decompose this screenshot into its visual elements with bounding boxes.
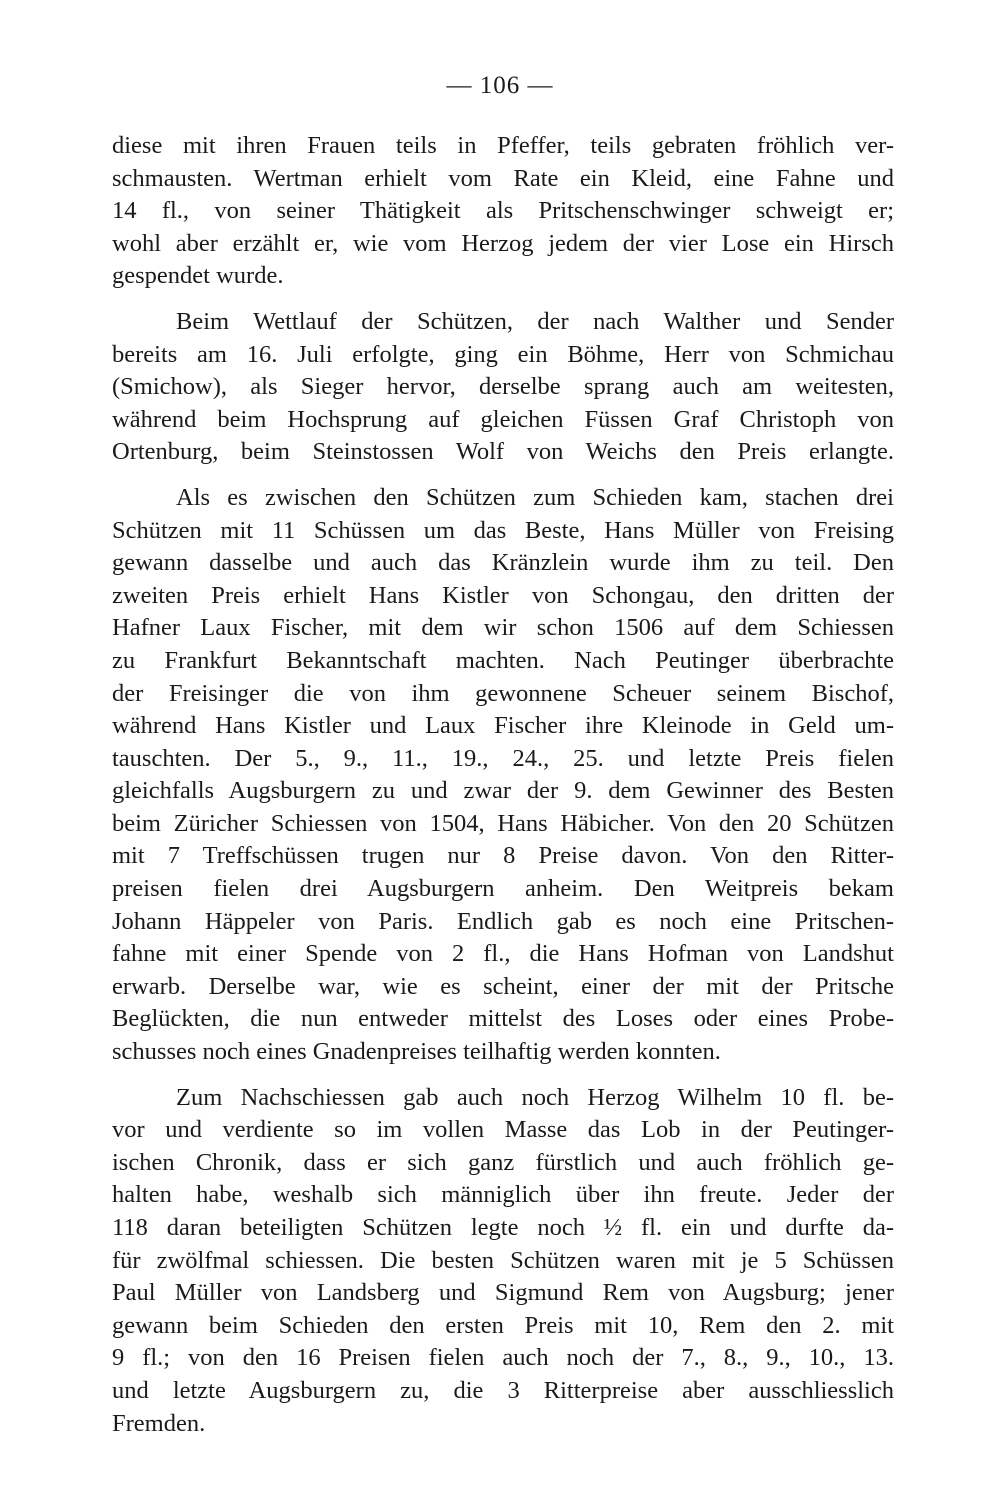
text-line: beim Züricher Schiessen von 1504, Hans Häbicher. Von den 20 Schützen: [112, 809, 894, 837]
text-line: Beim Wettlauf der Schützen, der nach Walther und Sender: [176, 307, 894, 335]
text-line: Hafner Laux Fischer, mit dem wir schon 1506 auf dem Schiessen: [112, 614, 894, 642]
text-line: Zum Nachschiessen gab auch noch Herzog Wilhelm 10 fl. be-: [176, 1083, 894, 1111]
text-line: (Smichow), als Sieger hervor, derselbe sprang auch am weitesten,: [112, 373, 894, 401]
text-line: 14 fl., von seiner Thätigkeit als Pritschenschwinger schweigt er;: [112, 197, 894, 225]
text-line: Schützen mit 11 Schüssen um das Beste, Hans Müller von Freising: [112, 516, 894, 544]
text-line: wohl aber erzählt er, wie vom Herzog jedem der vier Lose ein Hirsch: [112, 229, 894, 257]
text-line: zweiten Preis erhielt Hans Kistler von Schongau, den dritten der: [112, 581, 894, 609]
text-line: Ortenburg, beim Steinstossen Wolf von Weichs den Preis erlangte.: [112, 438, 894, 466]
text-line: 9 fl.; von den 16 Preisen fielen auch noch der 7., 8., 9., 10., 13.: [112, 1344, 894, 1372]
text-line: Als es zwischen den Schützen zum Schieden kam, stachen drei: [176, 483, 894, 511]
text-line: mit 7 Treffschüssen trugen nur 8 Preise davon. Von den Ritter-: [112, 842, 894, 870]
text-line: der Freisinger die von ihm gewonnene Scheuer seinem Bischof,: [112, 679, 894, 707]
text-line: halten habe, weshalb sich männiglich über ihn freute. Jeder der: [112, 1181, 894, 1209]
text-line: Beglückten, die nun entweder mittelst des Loses oder eines Probe-: [112, 1005, 894, 1033]
text-line: Fremden.: [112, 1409, 206, 1437]
text-line: gewann beim Schieden den ersten Preis mit 10, Rem den 2. mit: [112, 1311, 894, 1339]
text-line: gewann dasselbe und auch das Kränzlein wurde ihm zu teil. Den: [112, 549, 894, 577]
text-line: preisen fielen drei Augsburgern anheim. Den Weitpreis bekam: [112, 875, 894, 903]
text-line: zu Frankfurt Bekanntschaft machten. Nach Peutinger überbrachte: [112, 646, 894, 674]
text-line: vor und verdiente so im vollen Masse das Lob in der Peutinger-: [112, 1116, 894, 1144]
text-line: diese mit ihren Frauen teils in Pfeffer, teils gebraten fröhlich ver-: [112, 132, 894, 159]
body-text: [112, 130, 894, 1440]
text-line: Johann Häppeler von Paris. Endlich gab es noch eine Pritschen-: [112, 907, 894, 935]
text-line: fahne mit einer Spende von 2 fl., die Hans Hofman von Landshut: [112, 940, 894, 968]
text-line: und letzte Augsburgern zu, die 3 Ritterpreise aber ausschliesslich: [112, 1376, 894, 1404]
text-line: während beim Hochsprung auf gleichen Füssen Graf Christoph von: [112, 405, 894, 433]
text-line: für zwölfmal schiessen. Die besten Schützen waren mit je 5 Schüssen: [112, 1246, 894, 1274]
text-line: tauschten. Der 5., 9., 11., 19., 24., 25. und letzte Preis fielen: [112, 744, 894, 772]
paragraph-3: [112, 482, 894, 1069]
paragraph-1: [112, 130, 894, 293]
text-line: erwarb. Derselbe war, wie es scheint, einer der mit der Pritsche: [112, 972, 894, 1000]
text-line: bereits am 16. Juli erfolgte, ging ein Böhme, Herr von Schmichau: [112, 340, 894, 368]
paragraph-4: [112, 1082, 894, 1441]
text-line: ischen Chronik, dass er sich ganz fürstlich und auch fröhlich ge-: [112, 1148, 894, 1176]
text-line: 118 daran beteiligten Schützen legte noch ½ fl. ein und durfte da-: [112, 1214, 894, 1241]
text-line: gespendet wurde.: [112, 262, 284, 290]
text-line: gleichfalls Augsburgern zu und zwar der 9. dem Gewinner des Besten: [112, 777, 894, 805]
text-line: während Hans Kistler und Laux Fischer ihre Kleinode in Geld um-: [112, 712, 894, 740]
text-line: schmausten. Wertman erhielt vom Rate ein Kleid, eine Fahne und: [112, 164, 894, 192]
page-number: — 106 —: [446, 72, 554, 99]
text-line: schusses noch eines Gnadenpreises teilhaftig werden konnten.: [112, 1038, 721, 1066]
paragraph-2: [112, 306, 894, 469]
text-line: Paul Müller von Landsberg und Sigmund Rem von Augsburg; jener: [112, 1279, 894, 1307]
